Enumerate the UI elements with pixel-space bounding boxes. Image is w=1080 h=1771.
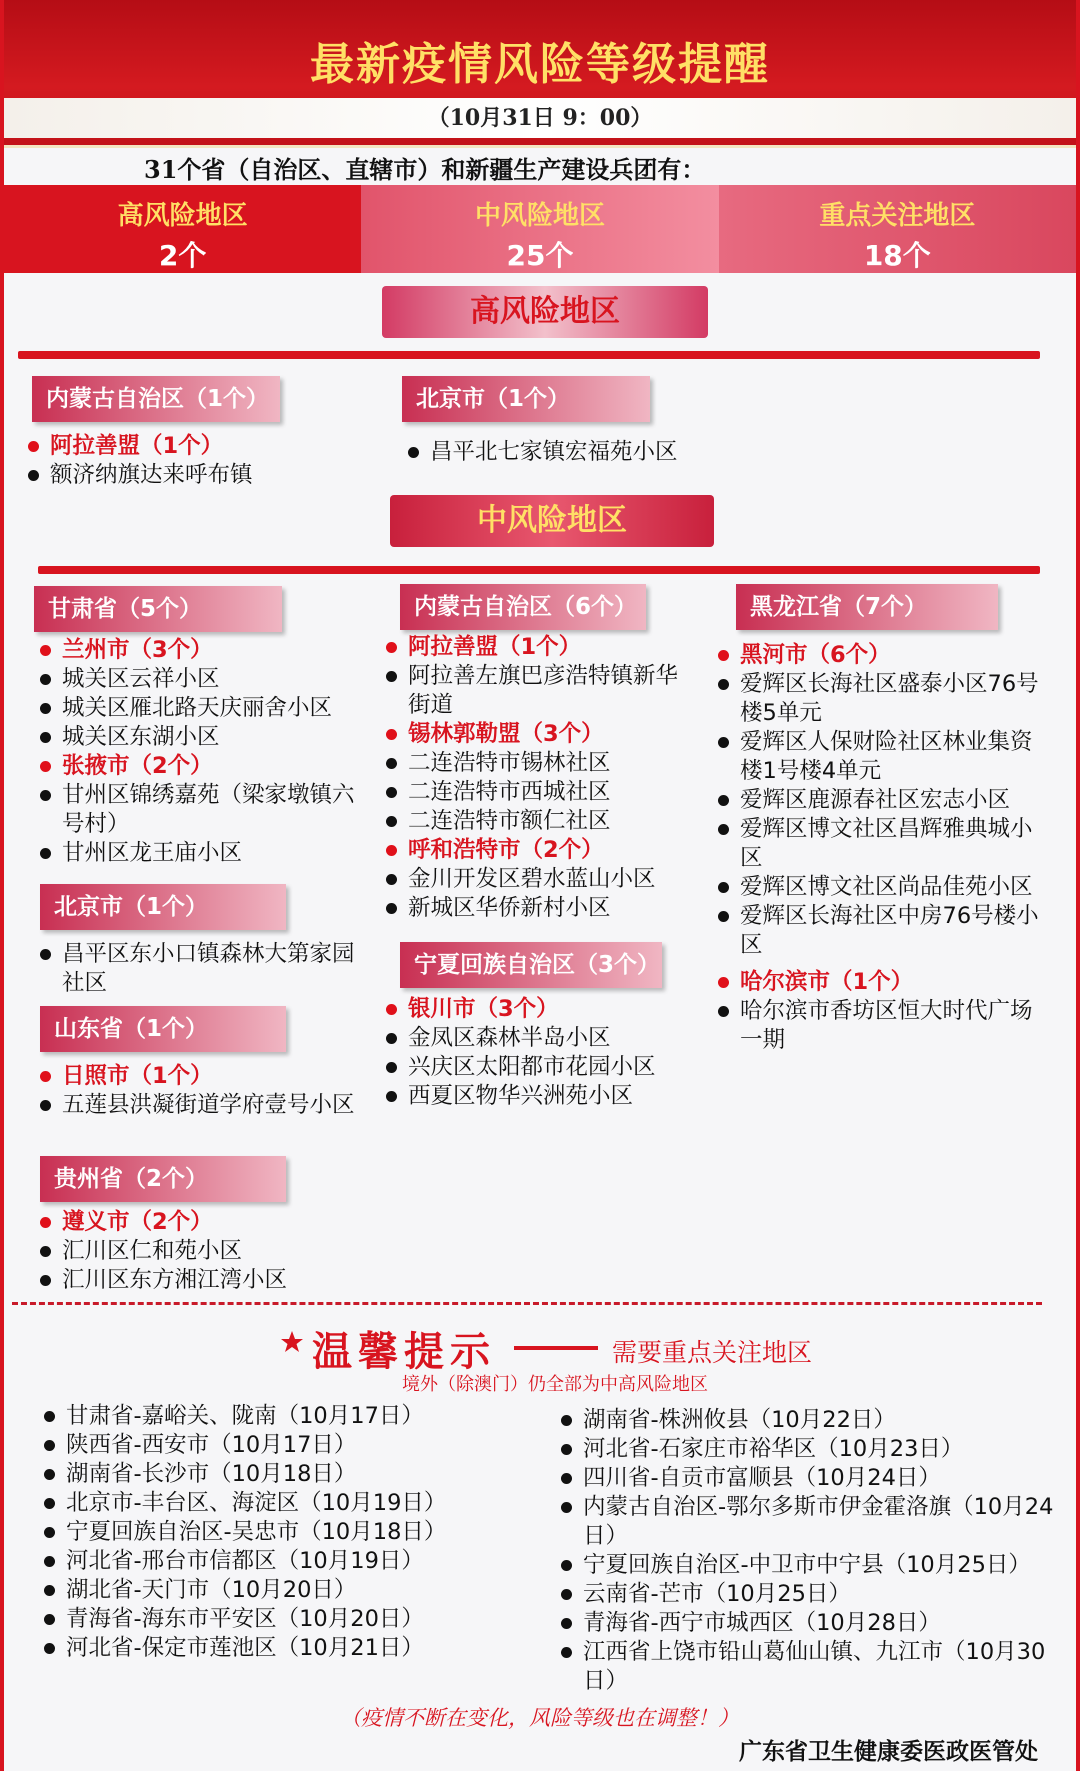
list-item: 爱辉区鹿源春社区宏志小区 (716, 786, 1050, 815)
summary-mid (361, 185, 718, 273)
list-item: 宁夏回族自治区-吴忠市（10月18日） (42, 1518, 542, 1547)
list-item: 湖北省-天门市（10月20日） (42, 1576, 542, 1605)
summary-count: 2个 (158, 239, 207, 272)
list-item: 青海省-西宁市城西区（10月28日） (559, 1609, 1059, 1638)
list-item: 二连浩特市锡林社区 (384, 749, 694, 778)
region-list (38, 1208, 374, 1295)
list-item: 昌平区东小口镇森林大第家园社区 (38, 940, 374, 998)
summary-count: 25个 (506, 239, 574, 272)
list-item: 兴庆区太阳都市花园小区 (384, 1053, 694, 1082)
list-item: 城关区东湖小区 (38, 723, 374, 752)
list-item: 甘肃省-嘉峪关、陇南（10月17日） (42, 1402, 542, 1431)
list-item: 四川省-自贡市富顺县（10月24日） (559, 1464, 1059, 1493)
list-item: 爱辉区长海社区中房76号楼小区 (716, 902, 1050, 960)
list-item: 河北省-石家庄市裕华区（10月23日） (559, 1435, 1059, 1464)
intro-text: 31个省（自治区、直辖市）和新疆生产建设兵团有： (144, 155, 706, 184)
province-tag: 北京市（1个） (402, 376, 650, 422)
city-item: 兰州市（3个） (38, 636, 374, 665)
summary-label: 重点关注地区 (819, 201, 976, 231)
list-item: 江西省上饶市铅山葛仙山镇、九江市（10月30日） (559, 1638, 1059, 1696)
city-item: 遵义市（2个） (38, 1208, 374, 1237)
list-item: 二连浩特市西城社区 (384, 778, 694, 807)
list-item: 爱辉区博文社区昌辉雅典城小区 (716, 815, 1050, 873)
city-item: 阿拉善盟（1个） (384, 633, 694, 662)
list-item: 爱辉区长海社区盛泰小区76号楼5单元 (716, 670, 1050, 728)
city-item: 锡林郭勒盟（3个） (384, 720, 694, 749)
province-tag: 甘肃省（5个） (34, 586, 282, 632)
list-item: 汇川区东方湘江湾小区 (38, 1266, 374, 1295)
list-item: 城关区雁北路天庆丽舍小区 (38, 694, 374, 723)
list-item: 甘州区龙王庙小区 (38, 839, 374, 868)
city-item: 阿拉善盟（1个） (26, 432, 366, 461)
city-item: 日照市（1个） (38, 1062, 374, 1091)
province-tag: 宁夏回族自治区（3个） (400, 942, 662, 988)
update-time: （10月31日 9：00） (4, 98, 1076, 138)
province-tag: 山东省（1个） (40, 1006, 286, 1052)
list-item: 宁夏回族自治区-中卫市中宁县（10月25日） (559, 1551, 1059, 1580)
region-list (406, 438, 806, 467)
list-item: 昌平北七家镇宏福苑小区 (406, 438, 806, 467)
list-item: 五莲县洪凝街道学府壹号小区 (38, 1091, 374, 1120)
list-item: 金川开发区碧水蓝山小区 (384, 865, 694, 894)
list-item: 爱辉区人保财险社区林业集资楼1号楼4单元 (716, 728, 1050, 786)
region-list (38, 1062, 374, 1120)
city-item: 银川市（3个） (384, 995, 694, 1024)
mid-risk-banner: 中风险地区 (390, 495, 714, 547)
section-rule (18, 351, 1040, 359)
list-item: 云南省-芒市（10月25日） (559, 1580, 1059, 1609)
province-tag: 黑龙江省（7个） (736, 584, 998, 630)
list-item: 阿拉善左旗巴彦浩特镇新华街道 (384, 662, 694, 720)
page-title: 最新疫情风险等级提醒 (310, 39, 770, 90)
province-tag: 内蒙古自治区（6个） (400, 584, 646, 630)
section-rule (38, 566, 1040, 574)
dashed-divider (12, 1302, 1042, 1305)
region-list (38, 636, 374, 868)
summary-bar (4, 185, 1076, 273)
city-item: 黑河市（6个） (716, 641, 1050, 670)
city-item: 哈尔滨市（1个） (716, 968, 1050, 997)
city-item: 呼和浩特市（2个） (384, 836, 694, 865)
region-list (384, 633, 694, 923)
focus-list-right (559, 1406, 1059, 1696)
list-item: 爱辉区博文社区尚品佳苑小区 (716, 873, 1050, 902)
list-item: 陕西省-西安市（10月17日） (42, 1431, 542, 1460)
list-item: 河北省-邢台市信都区（10月19日） (42, 1547, 542, 1576)
summary-high (4, 185, 361, 273)
summary-label: 高风险地区 (117, 201, 248, 231)
list-item: 二连浩特市额仁社区 (384, 807, 694, 836)
list-item: 西夏区物华兴洲苑小区 (384, 1082, 694, 1111)
list-item: 新城区华侨新村小区 (384, 894, 694, 923)
star-icon (280, 1330, 304, 1354)
list-item: 内蒙古自治区-鄂尔多斯市伊金霍洛旗（10月24日） (559, 1493, 1059, 1551)
signature: 广东省卫生健康委医政医管处 (739, 1739, 1038, 1765)
province-tag: 内蒙古自治区（1个） (32, 376, 280, 422)
region-list (26, 432, 366, 490)
list-item: 湖南省-长沙市（10月18日） (42, 1460, 542, 1489)
list-item: 汇川区仁和苑小区 (38, 1237, 374, 1266)
list-item: 河北省-保定市莲池区（10月21日） (42, 1634, 542, 1663)
list-item: 北京市-丰台区、海淀区（10月19日） (42, 1489, 542, 1518)
tips-note: 境外（除澳门）仍全部为中高风险地区 (402, 1374, 708, 1395)
list-item: 哈尔滨市香坊区恒大时代广场一期 (716, 997, 1050, 1055)
list-item: 金凤区森林半岛小区 (384, 1024, 694, 1053)
tips-line (514, 1346, 598, 1350)
city-item: 张掖市（2个） (38, 752, 374, 781)
region-list (38, 940, 374, 998)
bottom-note: （疫情不断在变化，风险等级也在调整！） (340, 1706, 739, 1730)
list-item: 额济纳旗达来呼布镇 (26, 461, 366, 490)
tips-title: 温馨提示 (312, 1328, 496, 1375)
region-list (716, 641, 1050, 1055)
header (4, 0, 1076, 148)
summary-count: 18个 (863, 239, 931, 272)
tips-subtitle: 需要重点关注地区 (612, 1338, 813, 1367)
high-risk-banner: 高风险地区 (382, 286, 708, 338)
list-item: 青海省-海东市平安区（10月20日） (42, 1605, 542, 1634)
list-item: 甘州区锦绣嘉苑（梁家墩镇六号村） (38, 781, 374, 839)
province-tag: 北京市（1个） (40, 884, 286, 930)
list-item: 城关区云祥小区 (38, 665, 374, 694)
summary-focus (719, 185, 1076, 273)
region-list (384, 995, 694, 1111)
list-item: 湖南省-株洲攸县（10月22日） (559, 1406, 1059, 1435)
focus-list-left (42, 1402, 542, 1663)
province-tag: 贵州省（2个） (40, 1156, 286, 1202)
summary-label: 中风险地区 (474, 201, 605, 231)
